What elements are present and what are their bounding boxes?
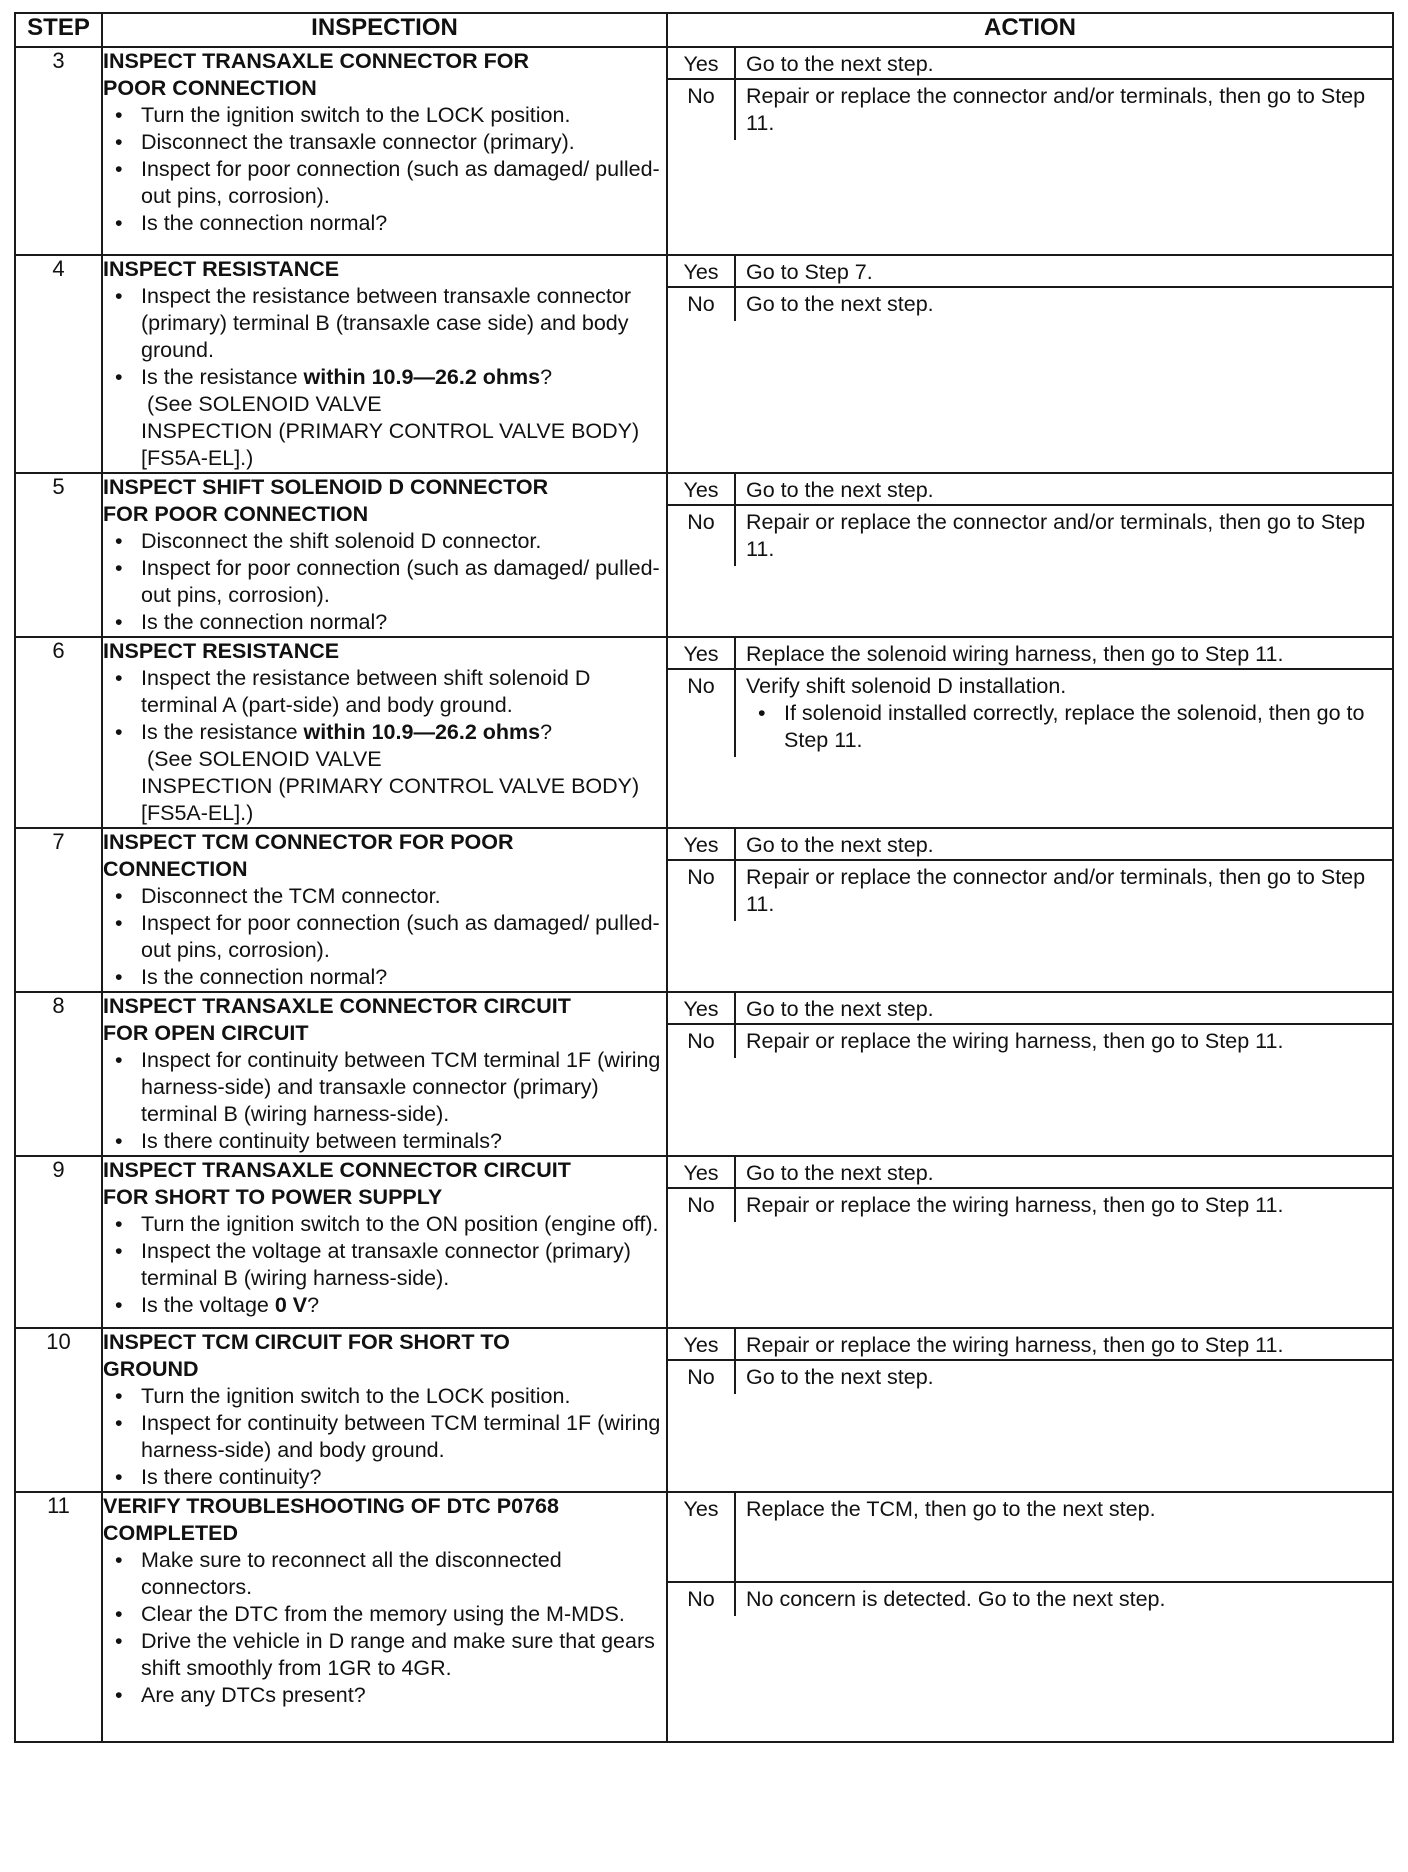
inspection-bullets bbox=[103, 1047, 666, 1155]
step-number: 6 bbox=[15, 637, 102, 828]
inspection-title: INSPECT TRANSAXLE CONNECTOR FOR POOR CONNECTION bbox=[103, 49, 530, 100]
yes-line bbox=[668, 48, 1392, 78]
no-line bbox=[668, 859, 1392, 921]
no-label: No bbox=[668, 80, 736, 140]
yes-line bbox=[668, 1493, 1392, 1581]
inspection-bullet: • Make sure to reconnect all the disconnected connectors. bbox=[141, 1547, 666, 1601]
no-label: No bbox=[668, 1189, 736, 1222]
step-number: 8 bbox=[15, 992, 102, 1156]
yes-label: Yes bbox=[668, 993, 736, 1023]
yes-label: Yes bbox=[668, 1493, 736, 1581]
step-number: 11 bbox=[15, 1492, 102, 1742]
yes-action: Repair or replace the wiring harness, then go to Step 11. bbox=[746, 1333, 1284, 1357]
inspection-bullet: • Is the voltage 0 V? bbox=[141, 1292, 666, 1319]
diagnostic-procedure-sheet bbox=[14, 12, 1392, 1860]
inspection-cell bbox=[102, 473, 667, 637]
header-row bbox=[15, 13, 1393, 47]
inspection-title: INSPECT TRANSAXLE CONNECTOR CIRCUIT FOR OPEN CIRCUIT bbox=[103, 994, 571, 1045]
yes-line bbox=[668, 1157, 1392, 1187]
inspection-bullets bbox=[103, 102, 666, 237]
yes-action: Replace the TCM, then go to the next step. bbox=[746, 1497, 1156, 1521]
inspection-bullet: • Inspect for poor connection (such as damaged/ pulled-out pins, corrosion). bbox=[141, 910, 666, 964]
inspection-bullet: • Is the connection normal? bbox=[141, 964, 666, 991]
inspection-bullets bbox=[103, 1383, 666, 1491]
yes-action: Go to Step 7. bbox=[746, 260, 873, 284]
inspection-bullet: • Inspect for poor connection (such as damaged/ pulled-out pins, corrosion). bbox=[141, 156, 666, 210]
yes-label: Yes bbox=[668, 829, 736, 859]
action-cell bbox=[667, 255, 1393, 473]
step-row bbox=[15, 255, 1393, 473]
yes-line bbox=[668, 829, 1392, 859]
inspection-bullets bbox=[103, 1547, 666, 1709]
inspection-cell bbox=[102, 828, 667, 992]
action-cell bbox=[667, 1328, 1393, 1492]
inspection-bullet: • Disconnect the shift solenoid D connector. bbox=[141, 528, 666, 555]
no-line bbox=[668, 1023, 1392, 1058]
yes-label: Yes bbox=[668, 256, 736, 286]
step-row bbox=[15, 1156, 1393, 1328]
yes-label: Yes bbox=[668, 638, 736, 668]
inspection-bullet: • Inspect the voltage at transaxle connector (primary) terminal B (wiring harness-side). bbox=[141, 1238, 666, 1292]
header-step: STEP bbox=[15, 13, 102, 47]
no-line bbox=[668, 1359, 1392, 1394]
no-action-bullets bbox=[746, 700, 1384, 754]
step-row bbox=[15, 473, 1393, 637]
no-action: No concern is detected. Go to the next step. bbox=[746, 1587, 1166, 1611]
inspection-bullet: • Is there continuity between terminals? bbox=[141, 1128, 666, 1155]
step-row bbox=[15, 47, 1393, 255]
no-line bbox=[668, 1187, 1392, 1222]
no-action: Repair or replace the wiring harness, then go to Step 11. bbox=[746, 1193, 1284, 1217]
action-cell bbox=[667, 47, 1393, 255]
yes-action: Go to the next step. bbox=[746, 1161, 934, 1185]
no-label: No bbox=[668, 1025, 736, 1058]
inspection-bullet: • Turn the ignition switch to the LOCK position. bbox=[141, 102, 666, 129]
inspection-bullet: • Inspect for continuity between TCM terminal 1F (wiring harness-side) and transaxle connector (primary) terminal B (wiring harness-side). bbox=[141, 1047, 666, 1128]
action-cell bbox=[667, 1156, 1393, 1328]
step-row bbox=[15, 828, 1393, 992]
inspection-bullet: • Is the connection normal? bbox=[141, 210, 666, 237]
inspection-bullet: • Is the connection normal? bbox=[141, 609, 666, 636]
inspection-bullet: • Are any DTCs present? bbox=[141, 1682, 666, 1709]
action-cell bbox=[667, 473, 1393, 637]
step-row bbox=[15, 992, 1393, 1156]
step-row bbox=[15, 637, 1393, 828]
no-action: Go to the next step. bbox=[746, 1365, 934, 1389]
inspection-cell bbox=[102, 1492, 667, 1742]
inspection-bullet: • Disconnect the transaxle connector (primary). bbox=[141, 129, 666, 156]
step-number: 7 bbox=[15, 828, 102, 992]
inspection-bullets bbox=[103, 883, 666, 991]
yes-label: Yes bbox=[668, 1157, 736, 1187]
inspection-bullet: • Inspect the resistance between shift solenoid D terminal A (part-side) and body ground. bbox=[141, 665, 666, 719]
no-line bbox=[668, 1581, 1392, 1616]
inspection-cell bbox=[102, 47, 667, 255]
no-action: Repair or replace the connector and/or terminals, then go to Step 11. bbox=[746, 865, 1366, 916]
inspection-bullet: • Turn the ignition switch to the LOCK position. bbox=[141, 1383, 666, 1410]
inspection-bullets bbox=[103, 528, 666, 636]
inspection-bullet: • Disconnect the TCM connector. bbox=[141, 883, 666, 910]
inspection-cell bbox=[102, 1328, 667, 1492]
inspection-bullet: • Is the resistance within 10.9—26.2 ohms? (See SOLENOID VALVE INSPECTION (PRIMARY CONTROL VALVE BODY)[FS5A-EL].) bbox=[141, 719, 666, 827]
no-action: Go to the next step. bbox=[746, 292, 934, 316]
no-action-bullet: • If solenoid installed correctly, replace the solenoid, then go to Step 11. bbox=[784, 700, 1384, 754]
inspection-title: VERIFY TROUBLESHOOTING OF DTC P0768 COMPLETED bbox=[103, 1494, 559, 1545]
yes-label: Yes bbox=[668, 48, 736, 78]
yes-action: Replace the solenoid wiring harness, then go to Step 11. bbox=[746, 642, 1284, 666]
action-cell bbox=[667, 637, 1393, 828]
inspection-cell bbox=[102, 992, 667, 1156]
inspection-title: INSPECT TCM CIRCUIT FOR SHORT TO GROUND bbox=[103, 1330, 510, 1381]
yes-action: Go to the next step. bbox=[746, 997, 934, 1021]
step-number: 10 bbox=[15, 1328, 102, 1492]
yes-line bbox=[668, 993, 1392, 1023]
no-action: Repair or replace the wiring harness, then go to Step 11. bbox=[746, 1029, 1284, 1053]
inspection-bullet: • Inspect for continuity between TCM terminal 1F (wiring harness-side) and body ground. bbox=[141, 1410, 666, 1464]
inspection-title: INSPECT TCM CONNECTOR FOR POOR CONNECTION bbox=[103, 830, 514, 881]
no-line bbox=[668, 504, 1392, 566]
inspection-bullet: • Inspect for poor connection (such as damaged/ pulled-out pins, corrosion). bbox=[141, 555, 666, 609]
no-label: No bbox=[668, 1583, 736, 1616]
inspection-title: INSPECT TRANSAXLE CONNECTOR CIRCUIT FOR SHORT TO POWER SUPPLY bbox=[103, 1158, 571, 1209]
no-line bbox=[668, 668, 1392, 757]
no-action-text: Verify shift solenoid D installation. bbox=[746, 674, 1067, 698]
inspection-bullet: • Drive the vehicle in D range and make sure that gears shift smoothly from 1GR to 4GR. bbox=[141, 1628, 666, 1682]
inspection-bullet: • Clear the DTC from the memory using the M-MDS. bbox=[141, 1601, 666, 1628]
step-number: 9 bbox=[15, 1156, 102, 1328]
inspection-bullet: • Is there continuity? bbox=[141, 1464, 666, 1491]
yes-line bbox=[668, 474, 1392, 504]
step-number: 4 bbox=[15, 255, 102, 473]
header-inspection: INSPECTION bbox=[102, 13, 667, 47]
action-cell bbox=[667, 828, 1393, 992]
no-label: No bbox=[668, 506, 736, 566]
inspection-bullets bbox=[103, 665, 666, 827]
yes-action: Go to the next step. bbox=[746, 478, 934, 502]
no-label: No bbox=[668, 861, 736, 921]
inspection-bullets bbox=[103, 1211, 666, 1319]
inspection-bullet: • Turn the ignition switch to the ON position (engine off). bbox=[141, 1211, 666, 1238]
yes-line bbox=[668, 1329, 1392, 1359]
no-line bbox=[668, 286, 1392, 321]
inspection-title: INSPECT SHIFT SOLENOID D CONNECTOR FOR POOR CONNECTION bbox=[103, 475, 549, 526]
no-line bbox=[668, 78, 1392, 140]
inspection-cell bbox=[102, 637, 667, 828]
step-number: 3 bbox=[15, 47, 102, 255]
yes-label: Yes bbox=[668, 1329, 736, 1359]
no-action bbox=[736, 670, 1392, 757]
yes-label: Yes bbox=[668, 474, 736, 504]
no-label: No bbox=[668, 670, 736, 757]
inspection-bullet: • Inspect the resistance between transaxle connector (primary) terminal B (transaxle case side) and body ground. bbox=[141, 283, 666, 364]
no-label: No bbox=[668, 288, 736, 321]
yes-action: Go to the next step. bbox=[746, 52, 934, 76]
inspection-bullet: • Is the resistance within 10.9—26.2 ohms? (See SOLENOID VALVE INSPECTION (PRIMARY CONTROL VALVE BODY)[FS5A-EL].) bbox=[141, 364, 666, 472]
yes-line bbox=[668, 638, 1392, 668]
yes-action: Go to the next step. bbox=[746, 833, 934, 857]
inspection-cell bbox=[102, 1156, 667, 1328]
no-action: Repair or replace the connector and/or terminals, then go to Step 11. bbox=[746, 84, 1366, 135]
inspection-bullets bbox=[103, 283, 666, 472]
step-row bbox=[15, 1328, 1393, 1492]
inspection-title: INSPECT RESISTANCE bbox=[103, 257, 340, 281]
step-row bbox=[15, 1492, 1393, 1742]
action-cell bbox=[667, 1492, 1393, 1742]
inspection-cell bbox=[102, 255, 667, 473]
diagnostic-table bbox=[14, 12, 1394, 1743]
yes-line bbox=[668, 256, 1392, 286]
header-action: ACTION bbox=[667, 13, 1393, 47]
no-action: Repair or replace the connector and/or terminals, then go to Step 11. bbox=[746, 510, 1366, 561]
no-label: No bbox=[668, 1361, 736, 1394]
step-number: 5 bbox=[15, 473, 102, 637]
inspection-title: INSPECT RESISTANCE bbox=[103, 639, 340, 663]
action-cell bbox=[667, 992, 1393, 1156]
